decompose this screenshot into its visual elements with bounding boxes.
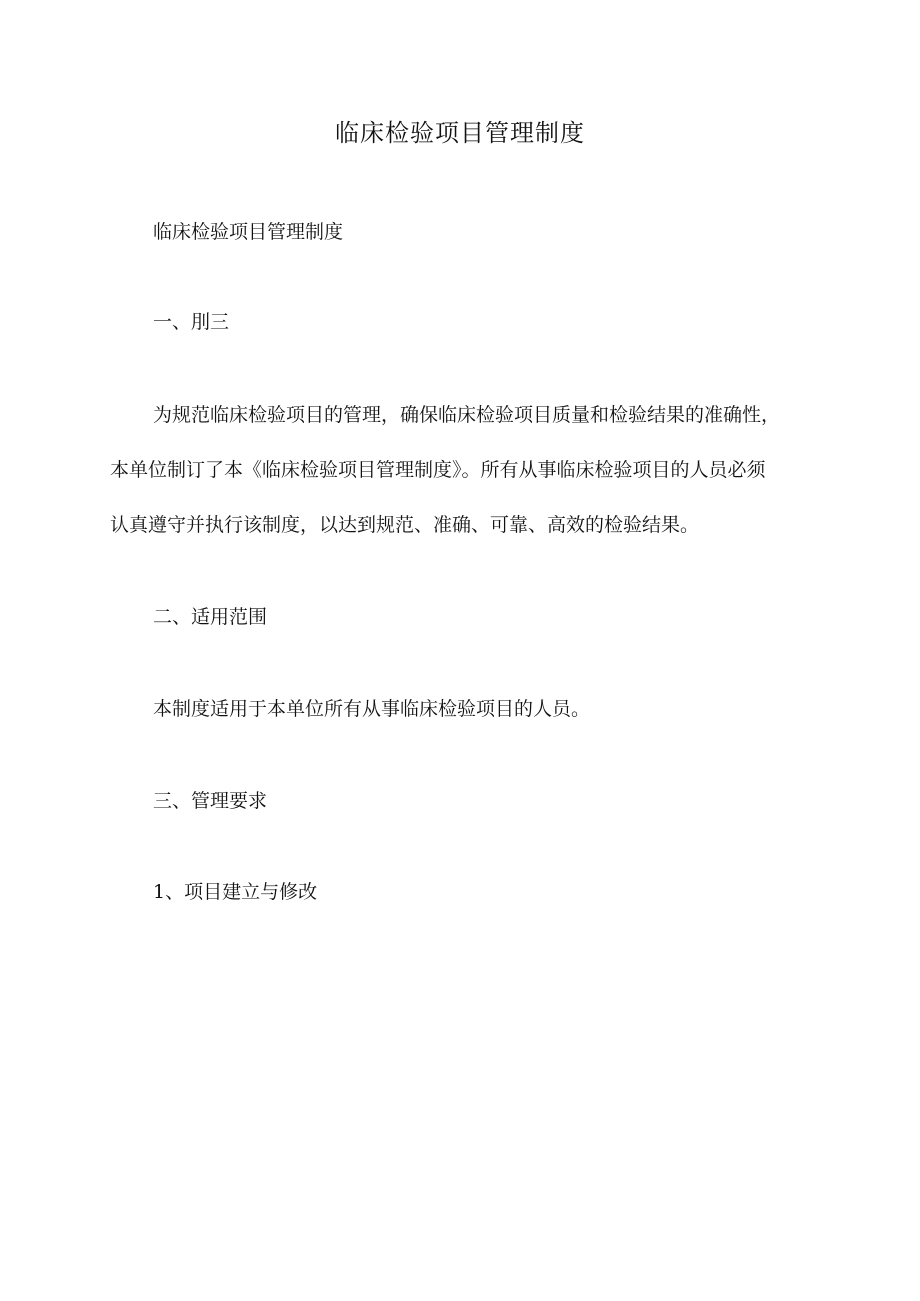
- document-title: 临床检验项目管理制度: [335, 119, 585, 147]
- section-heading-scope: 二、适用范围: [153, 606, 268, 628]
- section-heading-requirements: 三、管理要求: [153, 790, 268, 812]
- section-heading-foreword: 一、刖三: [153, 311, 230, 333]
- foreword-paragraph-line-3: 认真遵守并执行该制度，以达到规范、准确、可靠、高效的检验结果。: [110, 514, 700, 536]
- foreword-paragraph-line-2: 本单位制订了本《临床检验项目管理制度》。所有从事临床检验项目的人员必须: [110, 459, 766, 481]
- document-subtitle: 临床检验项目管理制度: [153, 221, 344, 243]
- requirements-item-1: 1、项目建立与修改: [153, 881, 318, 903]
- scope-paragraph: 本制度适用于本单位所有从事临床检验项目的人员。: [153, 698, 591, 720]
- foreword-paragraph-line-1: 为规范临床检验项目的管理，确保临床检验项目质量和检验结果的准确性，: [153, 404, 781, 426]
